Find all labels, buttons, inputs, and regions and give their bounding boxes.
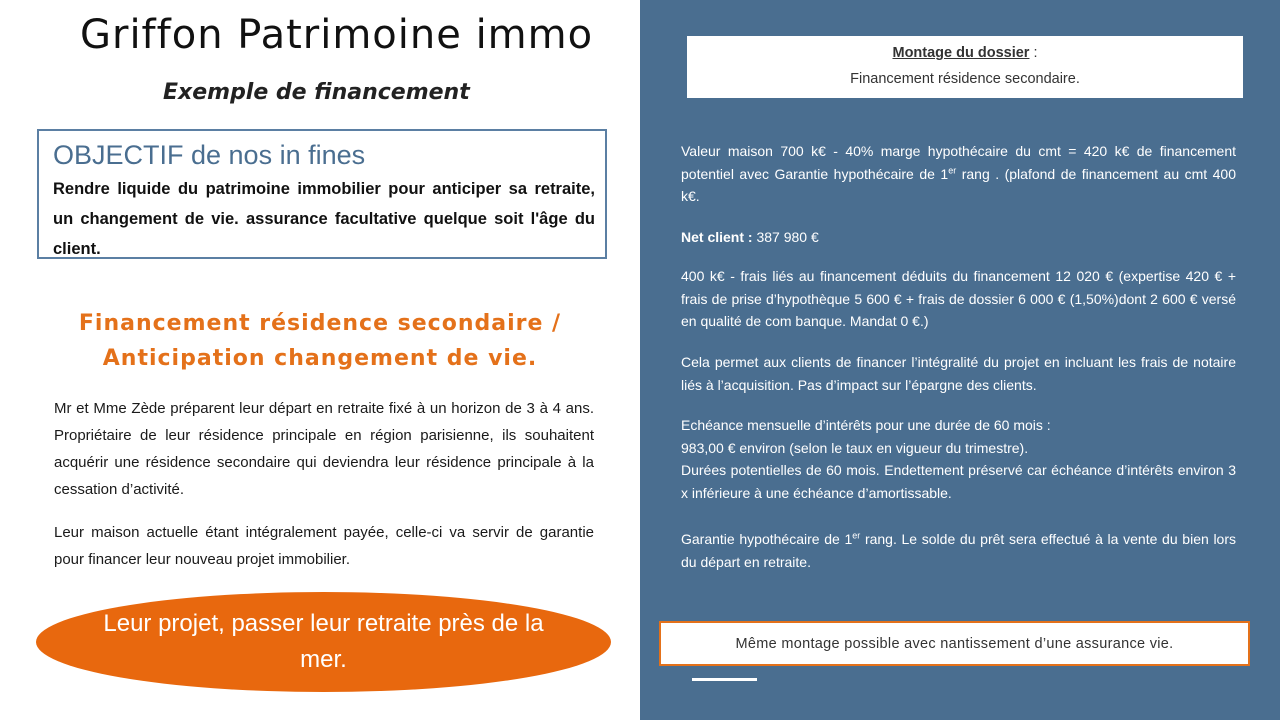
dossier-subtitle: Financement résidence secondaire. [850, 71, 1080, 87]
page-subtitle: Exemple de financement [163, 80, 470, 105]
project-callout-text: Leur projet, passer leur retraite près de la mer. [103, 610, 544, 673]
net-client-line [681, 226, 1236, 249]
valuation-paragraph [681, 140, 1236, 208]
objectif-box [37, 129, 607, 259]
valuation-text-b: rang . (plafond de financement au cmt 400 k€. [681, 165, 1236, 204]
repayment-text-b: rang. Le solde du prêt sera effectué à la vente du bien lors du départ en retraite. [681, 531, 1236, 570]
dossier-heading [689, 42, 1241, 64]
monthly-payment-line-1: Echéance mensuelle d’intérêts pour une durée de 60 mois : [681, 417, 1051, 433]
brand-title: Griffon Patrimoine immo [80, 12, 594, 58]
dossier-title: Montage du dossier [892, 45, 1030, 61]
section-title: Financement résidence secondaire / Anticipation changement de vie. [78, 311, 562, 371]
net-client-value: 387 980 € [752, 229, 819, 245]
repayment-text-a: Garantie hypothécaire de 1 [681, 531, 853, 547]
guarantee-paragraph: Leur maison actuelle étant intégralement payée, celle-ci va servir de garantie pour financer leur nouveau projet immobilier. [54, 524, 594, 568]
valuation-sup: er [948, 164, 957, 175]
repayment-paragraph [681, 528, 1236, 573]
notary-paragraph: Cela permet aux clients de financer l’intégralité du projet en incluant les frais de notaire liés à l’acquisition. Pas d’impact sur l’épargne des clients. [681, 354, 1236, 393]
objectif-title: OBJECTIF de nos in fines [53, 140, 366, 170]
same-setup-note: Même montage possible avec nantissement d’une assurance vie. [659, 621, 1250, 666]
fees-paragraph: 400 k€ - frais liés au financement déduits du financement 12 020 € (expertise 420 € + frais de prise d’hypothèque 5 600 € + frais de dossier 6 000 € (1,50%)dont 2 600 € versé en qualité de com banque. Mandat 0 €.) [681, 268, 1236, 329]
dossier-box [687, 36, 1243, 98]
valuation-text-a: Valeur maison 700 k€ - 40% marge hypothécaire du cmt = 420 k€ de financement potentiel avec Garantie hypothécaire de 1 [681, 143, 1236, 182]
net-client-label: Net client : [681, 229, 753, 245]
repayment-sup: er [852, 530, 861, 541]
monthly-payment-paragraph [681, 414, 1236, 504]
project-callout [36, 592, 611, 692]
dossier-title-suffix: : [1029, 45, 1038, 61]
monthly-payment-line-3: Durées potentielles de 60 mois. Endettement préservé car échéance d’intérêts environ 3 x inférieure à une échéance d’amortissable. [681, 462, 1236, 501]
decorative-line [692, 678, 757, 681]
case-description-paragraph: Mr et Mme Zède préparent leur départ en retraite fixé à un horizon de 3 à 4 ans. Propriétaire de leur résidence principale en région parisienne, ils souhaitent acquérir une résidence secondaire qui deviendra leur résidence principale à la cessation d’activité. [54, 400, 594, 498]
monthly-payment-line-2: 983,00 € environ (selon le taux en vigueur du trimestre). [681, 439, 1029, 456]
objectif-text: Rendre liquide du patrimoine immobilier pour anticiper sa retraite, un changement de vie. assurance facultative quelque soit l'âge du client. [53, 180, 595, 258]
